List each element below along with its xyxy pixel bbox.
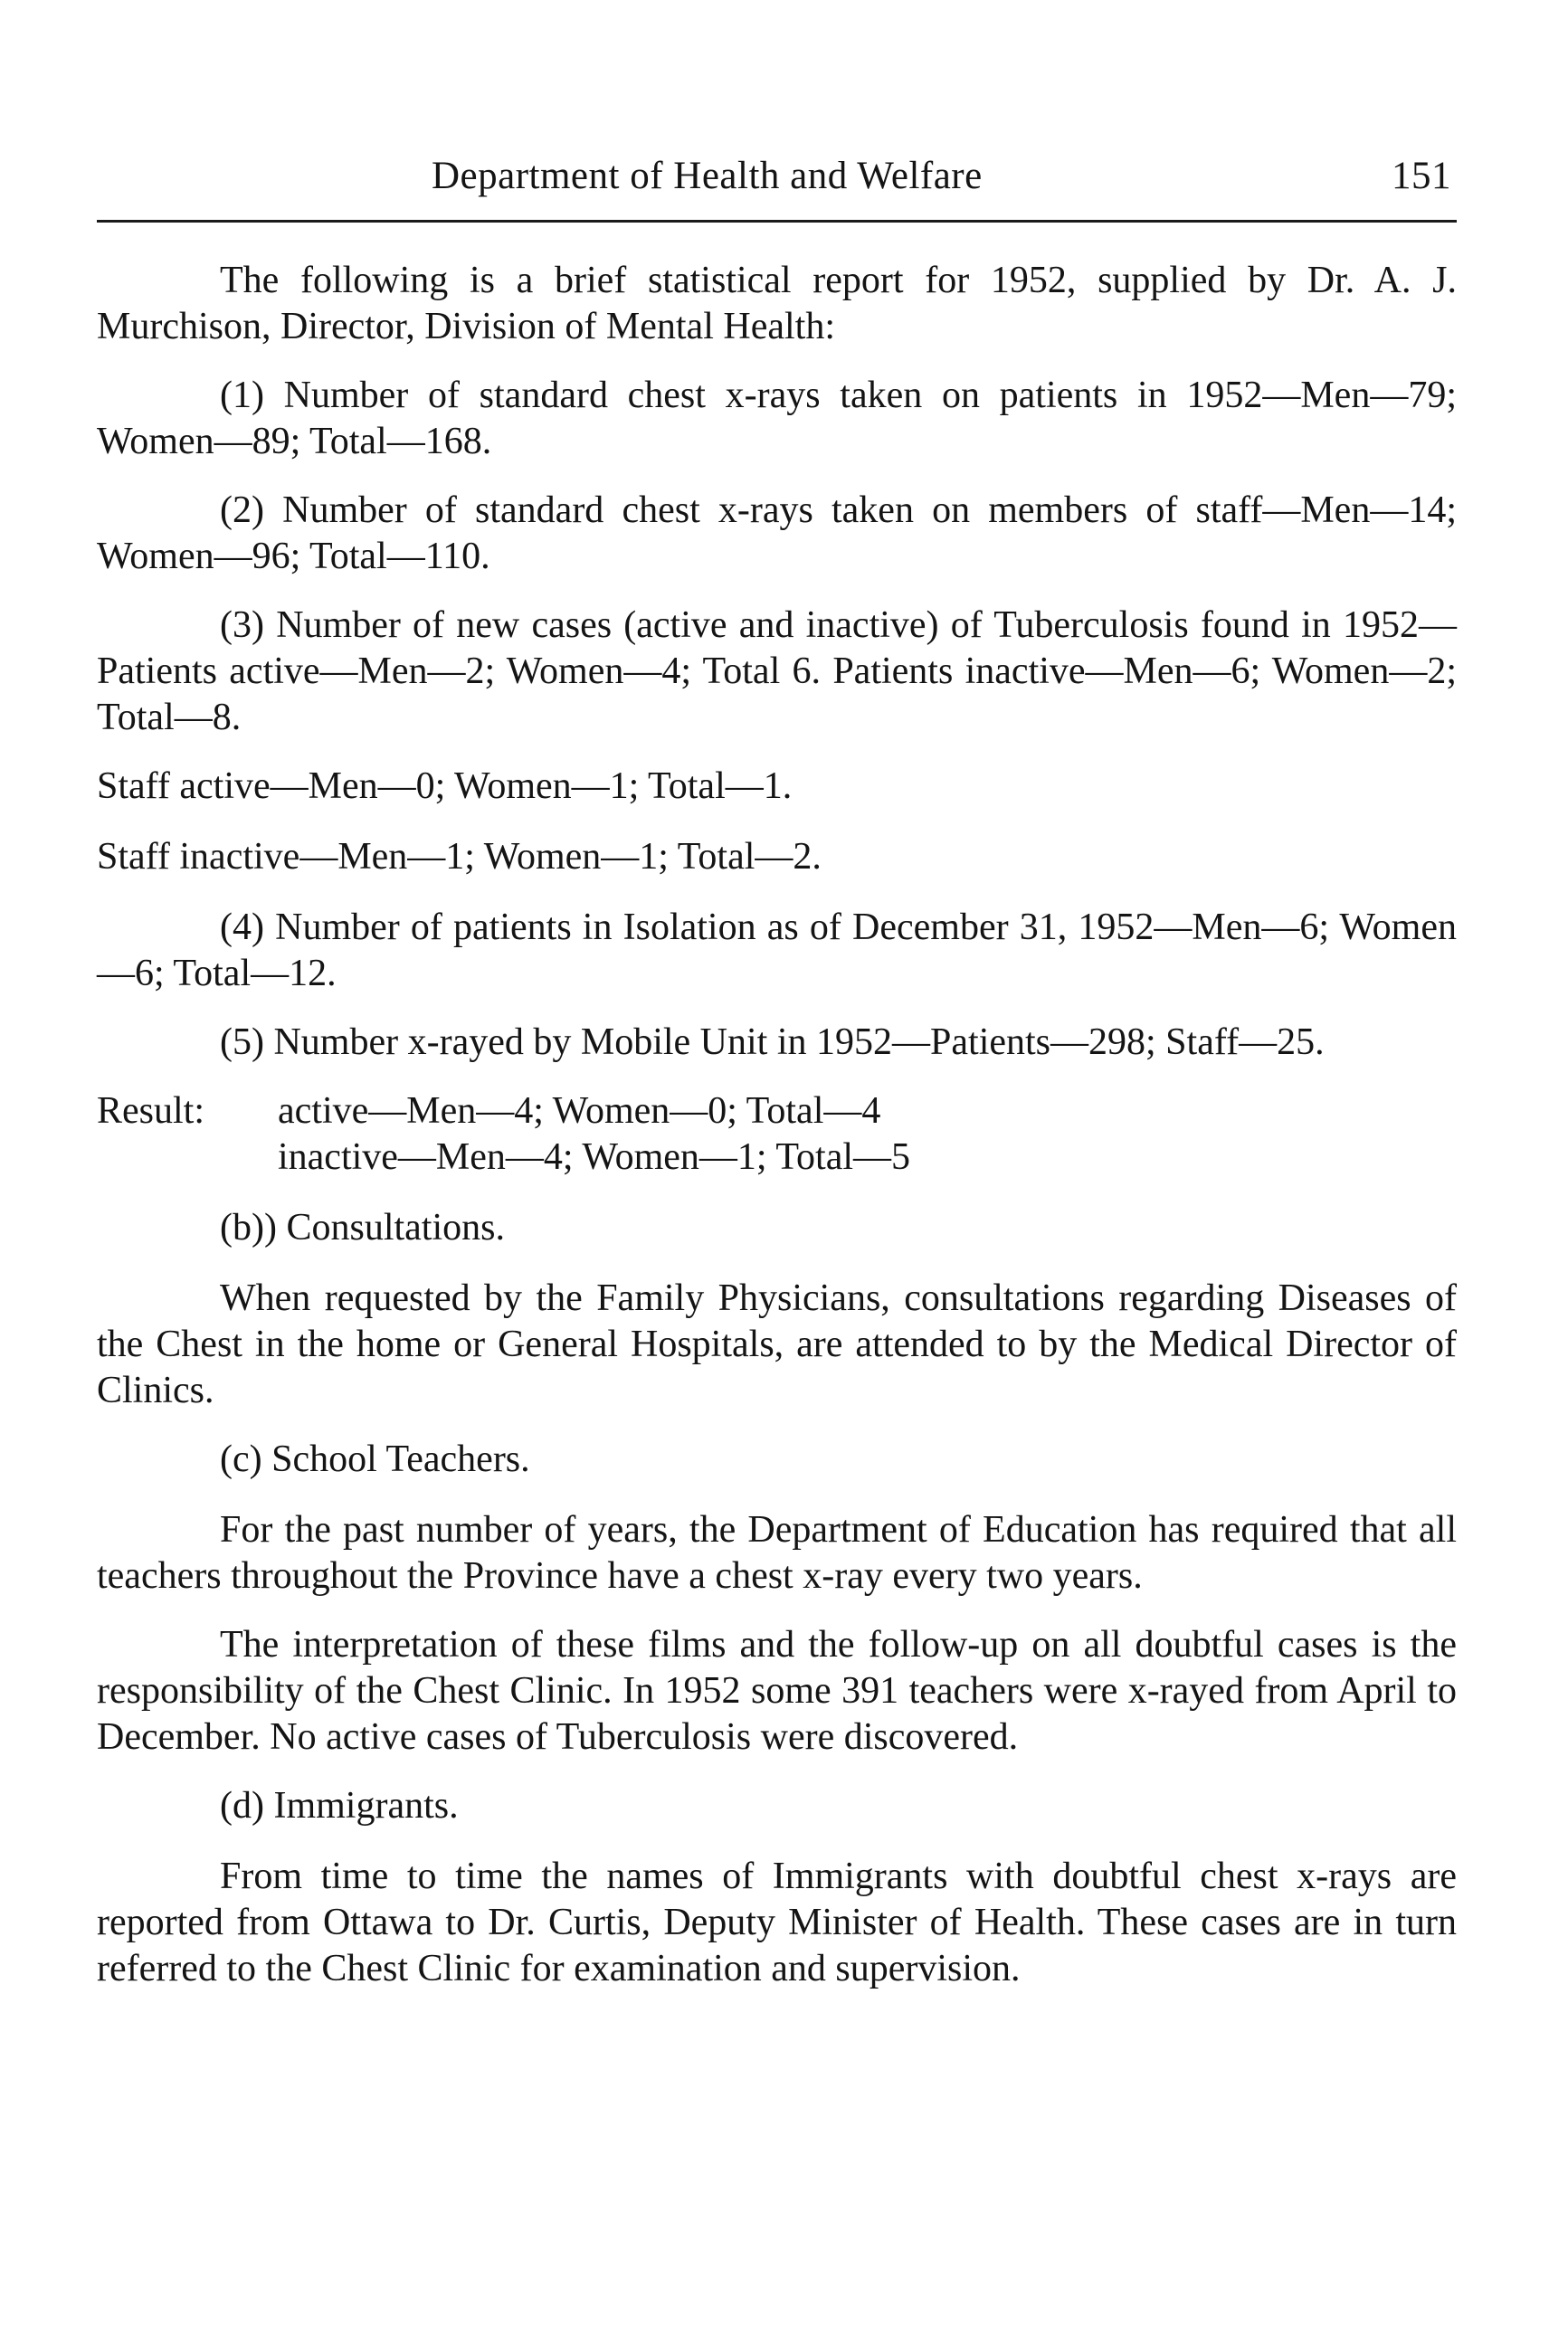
header-rule: [97, 220, 1457, 223]
consultations-paragraph: When requested by the Family Physicians, consultations regarding Diseases of the Chest in the home or General Hospitals, are attended to by the Medical Director of Clinics.: [97, 1277, 1457, 1411]
item-1-paragraph: (1) Number of standard chest x-rays taken on patients in 1952—Men—79; Women—89; Total—168.: [97, 375, 1457, 462]
header-title: Department of Health and Welfare: [432, 155, 983, 197]
staff-active-line: Staff active—Men—0; Women—1; Total—1.: [97, 765, 793, 807]
body-text: [97, 258, 1457, 2015]
result-lines: [278, 1088, 1457, 1181]
section-heading-c: (c) School Teachers.: [220, 1438, 530, 1480]
result-label: Result:: [97, 1090, 205, 1132]
section-heading-b: (b)) Consultations.: [220, 1207, 505, 1248]
running-header: [97, 154, 1457, 208]
page-number: 151: [1392, 155, 1451, 197]
immigrants-paragraph: From time to time the names of Immigrants with doubtful chest x-rays are reported from Ottawa to Dr. Curtis, Deputy Minister of Health. These cases are in turn referred to the Chest Clinic for examination and supervision.: [97, 1856, 1457, 1989]
intro-paragraph: The following is a brief statistical report for 1952, supplied by Dr. A. J. Murchison, Director, Division of Mental Health:: [97, 260, 1457, 347]
item-5-paragraph: (5) Number x-rayed by Mobile Unit in 1952—Patients—298; Staff—25.: [220, 1021, 1325, 1063]
item-3-paragraph: (3) Number of new cases (active and inactive) of Tuberculosis found in 1952—Patients active—Men—2; Women—4; Total 6. Patients inactive—Men—6; Women—2; Total—8.: [97, 604, 1457, 738]
staff-inactive-line: Staff inactive—Men—1; Women—1; Total—2.: [97, 836, 822, 878]
item-4-paragraph: (4) Number of patients in Isolation as of December 31, 1952—Men—6; Women—6; Total—12.: [97, 907, 1457, 994]
result-inactive-line: inactive—Men—4; Women—1; Total—5: [278, 1136, 911, 1178]
teachers-paragraph-2: The interpretation of these films and the follow-up on all doubtful cases is the responsibility of the Chest Clinic. In 1952 some 391 teachers were x-rayed from April to December. No active cases of Tuberculosis were discovered.: [97, 1624, 1457, 1758]
teachers-paragraph-1: For the past number of years, the Department of Education has required that all teachers throughout the Province have a chest x-ray every two years.: [97, 1509, 1457, 1597]
item-2-paragraph: (2) Number of standard chest x-rays taken on members of staff—Men—14; Women—96; Total—110.: [97, 489, 1457, 577]
result-active-line: active—Men—4; Women—0; Total—4: [278, 1090, 881, 1132]
section-heading-d: (d) Immigrants.: [220, 1785, 459, 1827]
result-block: [97, 1088, 1457, 1181]
